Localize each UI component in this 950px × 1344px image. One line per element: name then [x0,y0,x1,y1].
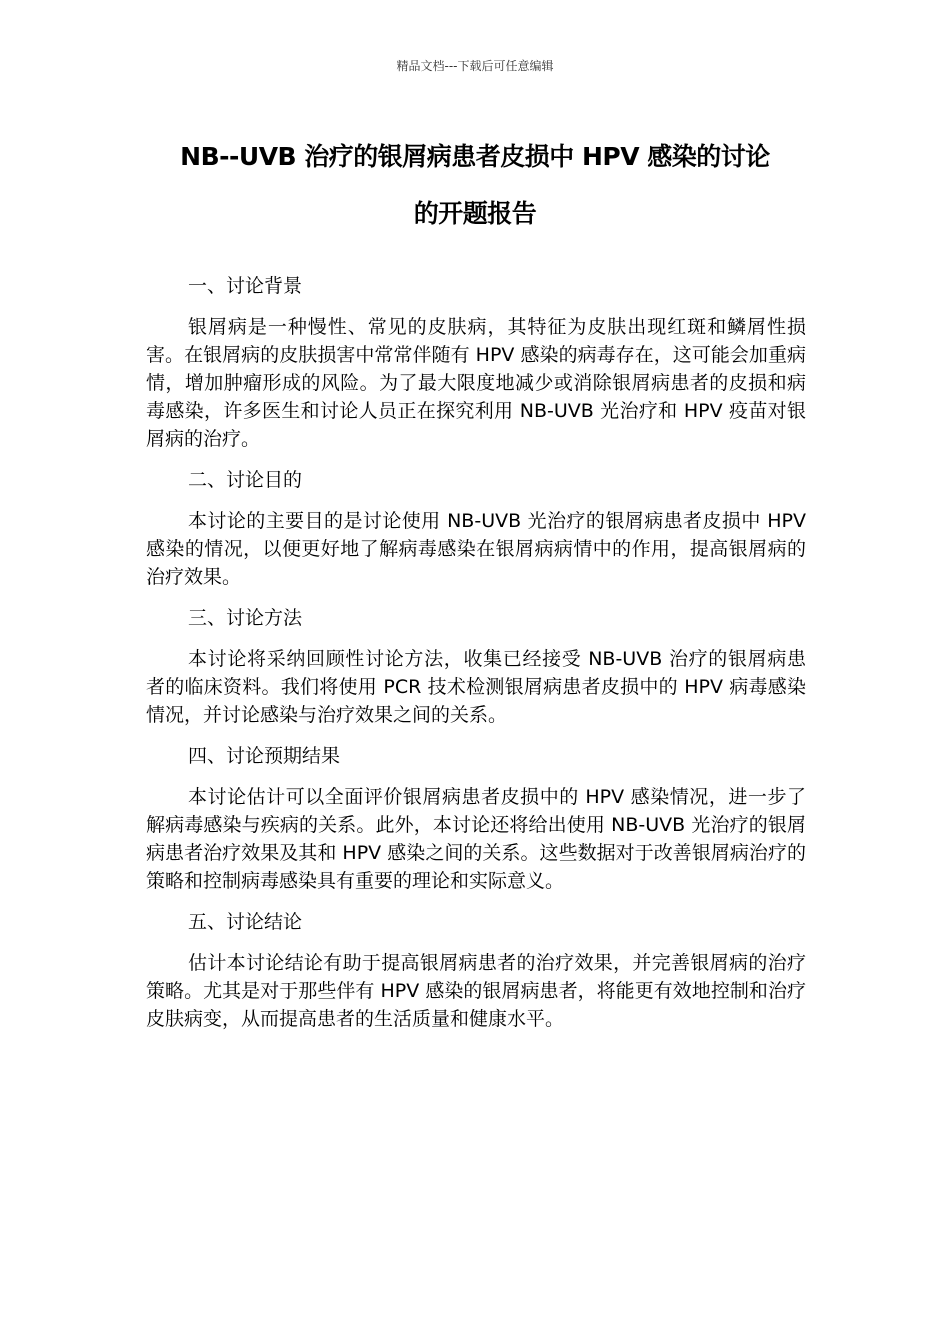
section-heading: 三、讨论方法 [188,607,303,629]
section-heading: 五、讨论结论 [188,911,303,933]
section-expected-results [146,742,806,895]
section-paragraph: 银屑病是一种慢性、常见的皮肤病，其特征为皮肤出现红斑和鳞屑性损害。在银屑病的皮肤损害中常常伴随有 HPV 感染的病毒存在，这可能会加重病情，增加肿瘤形成的风险。为了最大限度地减少或消除银屑病患者的皮损和病毒感染，许多医生和讨论人员正在探究利用 NB-UVB 光治疗和 HPV 疫苗对银屑病的治疗。 [146,316,806,450]
section-paragraph: 估计本讨论结论有助于提高银屑病患者的治疗效果，并完善银屑病的治疗策略。尤其是对于那些伴有 HPV 感染的银屑病患者，将能更有效地控制和治疗皮肤病变，从而提高患者的生活质量和健康水平。 [146,952,806,1030]
section-heading: 四、讨论预期结果 [188,745,341,767]
section-heading: 一、讨论背景 [188,275,303,297]
header-note: 精品文档---下载后可任意编辑 [396,59,554,73]
section-conclusion [146,908,806,1033]
section-paragraph: 本讨论将采纳回顾性讨论方法，收集已经接受 NB-UVB 治疗的银屑病患者的临床资料。我们将使用 PCR 技术检测银屑病患者皮损中的 HPV 病毒感染情况，并讨论感染与治疗效果之间的关系。 [146,648,806,726]
section-methods [146,604,806,729]
section-paragraph: 本讨论估计可以全面评价银屑病患者皮损中的 HPV 感染情况，进一步了解病毒感染与疾病的关系。此外，本讨论还将给出使用 NB-UVB 光治疗的银屑病患者治疗效果及其和 HPV 感染之间的关系。这些数据对于改善银屑病治疗的策略和控制病毒感染具有重要的理论和实际意义。 [146,786,806,892]
document-title-line-2: 的开题报告 [413,199,537,228]
section-background [146,272,806,453]
section-paragraph: 本讨论的主要目的是讨论使用 NB-UVB 光治疗的银屑病患者皮损中 HPV 感染的情况，以便更好地了解病毒感染在银屑病病情中的作用，提高银屑病的治疗效果。 [146,510,806,588]
section-objective [146,466,806,591]
document-title-line-1: NB--UVB 治疗的银屑病患者皮损中 HPV 感染的讨论 [180,142,770,171]
document-body [146,272,806,1046]
section-heading: 二、讨论目的 [188,469,303,491]
